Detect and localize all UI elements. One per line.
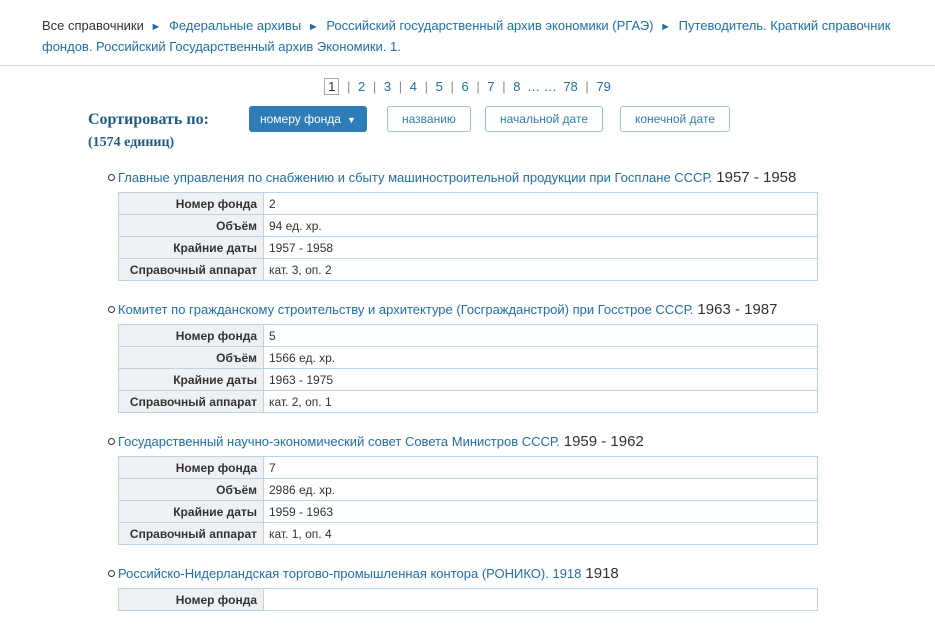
label-apparatus: Справочный аппарат bbox=[119, 391, 264, 413]
label-volume: Объём bbox=[119, 479, 264, 501]
label-dates: Крайние даты bbox=[119, 237, 264, 259]
sort-by-start-date-button[interactable] bbox=[485, 106, 603, 132]
bullet-icon bbox=[108, 570, 115, 577]
bullet-icon bbox=[108, 174, 115, 181]
sort-by-title-button[interactable] bbox=[387, 106, 471, 132]
page-link-4[interactable]: 4 bbox=[409, 79, 417, 94]
label-dates: Крайние даты bbox=[119, 369, 264, 391]
pager-pipe: | bbox=[346, 79, 351, 94]
label-dates: Крайние даты bbox=[119, 501, 264, 523]
label-fund-number: Номер фонда bbox=[119, 457, 264, 479]
page-link-2[interactable]: 2 bbox=[357, 79, 366, 94]
pager-pipe: | bbox=[372, 79, 377, 94]
fund-details-table bbox=[118, 324, 818, 413]
chevron-down-icon: ▼ bbox=[346, 114, 356, 125]
value-apparatus: кат. 2, оп. 1 bbox=[264, 391, 818, 413]
page-link-6[interactable]: 6 bbox=[461, 79, 469, 94]
breadcrumb bbox=[0, 0, 935, 66]
fund-header bbox=[118, 565, 935, 586]
fund-title-link[interactable]: Российско-Нидерландская торгово-промышленная контора (РОНИКО). 1918 bbox=[118, 566, 582, 581]
pagination[interactable] bbox=[0, 66, 935, 101]
page-link-3[interactable]: 3 bbox=[383, 79, 392, 94]
fund-header bbox=[118, 433, 935, 454]
list-item bbox=[0, 169, 935, 301]
list-item bbox=[0, 301, 935, 433]
pager-ellipsis: … … bbox=[527, 79, 557, 94]
value-volume: 2986 ед. хр. bbox=[264, 479, 818, 501]
pager-pipe: | bbox=[585, 79, 589, 94]
pager-pipe: | bbox=[398, 79, 403, 94]
page-link-7[interactable]: 7 bbox=[487, 79, 495, 94]
page-link-78[interactable]: 78 bbox=[563, 79, 578, 94]
fund-years: 1918 bbox=[585, 565, 619, 582]
table-row bbox=[119, 325, 818, 347]
value-fund-number bbox=[264, 589, 818, 611]
table-row bbox=[119, 259, 818, 281]
sort-by-fund-number-label: номеру фонда bbox=[260, 112, 341, 126]
fund-details-table bbox=[118, 588, 818, 611]
breadcrumb-separator-icon: ► bbox=[307, 21, 319, 33]
value-fund-number: 2 bbox=[264, 193, 818, 215]
breadcrumb-separator-icon: ► bbox=[660, 21, 672, 33]
breadcrumb-item-all-guides[interactable]: Все справочники bbox=[42, 18, 144, 33]
value-volume: 1566 ед. хр. bbox=[264, 347, 818, 369]
label-fund-number: Номер фонда bbox=[119, 325, 264, 347]
value-fund-number: 5 bbox=[264, 325, 818, 347]
table-row bbox=[119, 589, 818, 611]
value-volume: 94 ед. хр. bbox=[264, 215, 818, 237]
table-row bbox=[119, 215, 818, 237]
label-fund-number: Номер фонда bbox=[119, 589, 264, 611]
breadcrumb-item-federal-archives[interactable]: Федеральные архивы bbox=[169, 18, 302, 33]
value-dates: 1963 - 1975 bbox=[264, 369, 818, 391]
fund-years: 1963 - 1987 bbox=[697, 301, 778, 318]
page-link-5[interactable]: 5 bbox=[435, 79, 443, 94]
table-row bbox=[119, 391, 818, 413]
table-row bbox=[119, 523, 818, 545]
fund-years: 1959 - 1962 bbox=[563, 433, 644, 450]
fund-list bbox=[0, 165, 935, 631]
pager-pipe: | bbox=[424, 79, 428, 94]
page-link-8[interactable]: 8 bbox=[513, 79, 521, 94]
label-fund-number: Номер фонда bbox=[119, 193, 264, 215]
list-item bbox=[0, 565, 935, 631]
page-link-79[interactable]: 79 bbox=[596, 79, 611, 94]
breadcrumb-item-rgae[interactable]: Российский государственный архив экономики (РГАЭ) bbox=[326, 18, 654, 33]
list-item bbox=[0, 433, 935, 565]
table-row bbox=[119, 369, 818, 391]
value-dates: 1959 - 1963 bbox=[264, 501, 818, 523]
pager-pipe: | bbox=[450, 79, 454, 94]
table-row bbox=[119, 501, 818, 523]
label-volume: Объём bbox=[119, 347, 264, 369]
fund-header bbox=[118, 169, 935, 190]
sort-by-fund-number-button[interactable] bbox=[249, 106, 367, 132]
table-row bbox=[119, 479, 818, 501]
sort-by-end-date-button[interactable] bbox=[620, 106, 730, 132]
results-count: (1574 единиц) bbox=[88, 135, 175, 150]
bullet-icon bbox=[108, 306, 115, 313]
table-row bbox=[119, 193, 818, 215]
label-apparatus: Справочный аппарат bbox=[119, 523, 264, 545]
breadcrumb-item-guide[interactable]: Путеводитель. Краткий справочник фондов. Российский Государственный архив Экономики. 1. bbox=[42, 18, 891, 54]
fund-title-link[interactable]: Государственный научно-экономический совет Совета Министров СССР. bbox=[118, 434, 560, 449]
fund-title-link[interactable]: Комитет по гражданскому строительству и архитектуре (Госгражданстрой) при Госстрое СССР. bbox=[118, 302, 694, 317]
pager-pipe: | bbox=[502, 79, 506, 94]
fund-header bbox=[118, 301, 935, 322]
table-row bbox=[119, 237, 818, 259]
sort-by-title-label: названию bbox=[402, 112, 456, 126]
fund-details-table bbox=[118, 456, 818, 545]
table-row bbox=[119, 457, 818, 479]
fund-title-link[interactable]: Главные управления по снабжению и сбыту машиностроительной продукции при Госплане СССР. bbox=[118, 170, 713, 185]
table-row bbox=[119, 347, 818, 369]
value-apparatus: кат. 3, оп. 2 bbox=[264, 259, 818, 281]
sort-by-start-date-label: начальной дате bbox=[500, 112, 589, 126]
value-dates: 1957 - 1958 bbox=[264, 237, 818, 259]
pager-pipe: | bbox=[476, 79, 480, 94]
label-apparatus: Справочный аппарат bbox=[119, 259, 264, 281]
sort-by-end-date-label: конечной дате bbox=[635, 112, 715, 126]
sort-bar bbox=[0, 101, 935, 165]
breadcrumb-separator-icon: ► bbox=[150, 21, 162, 33]
page-link-1[interactable]: 1 bbox=[324, 78, 339, 95]
value-fund-number: 7 bbox=[264, 457, 818, 479]
label-volume: Объём bbox=[119, 215, 264, 237]
fund-years: 1957 - 1958 bbox=[716, 169, 797, 186]
value-apparatus: кат. 1, оп. 4 bbox=[264, 523, 818, 545]
bullet-icon bbox=[108, 438, 115, 445]
sort-label: Сортировать по: bbox=[88, 111, 209, 128]
fund-details-table bbox=[118, 192, 818, 281]
